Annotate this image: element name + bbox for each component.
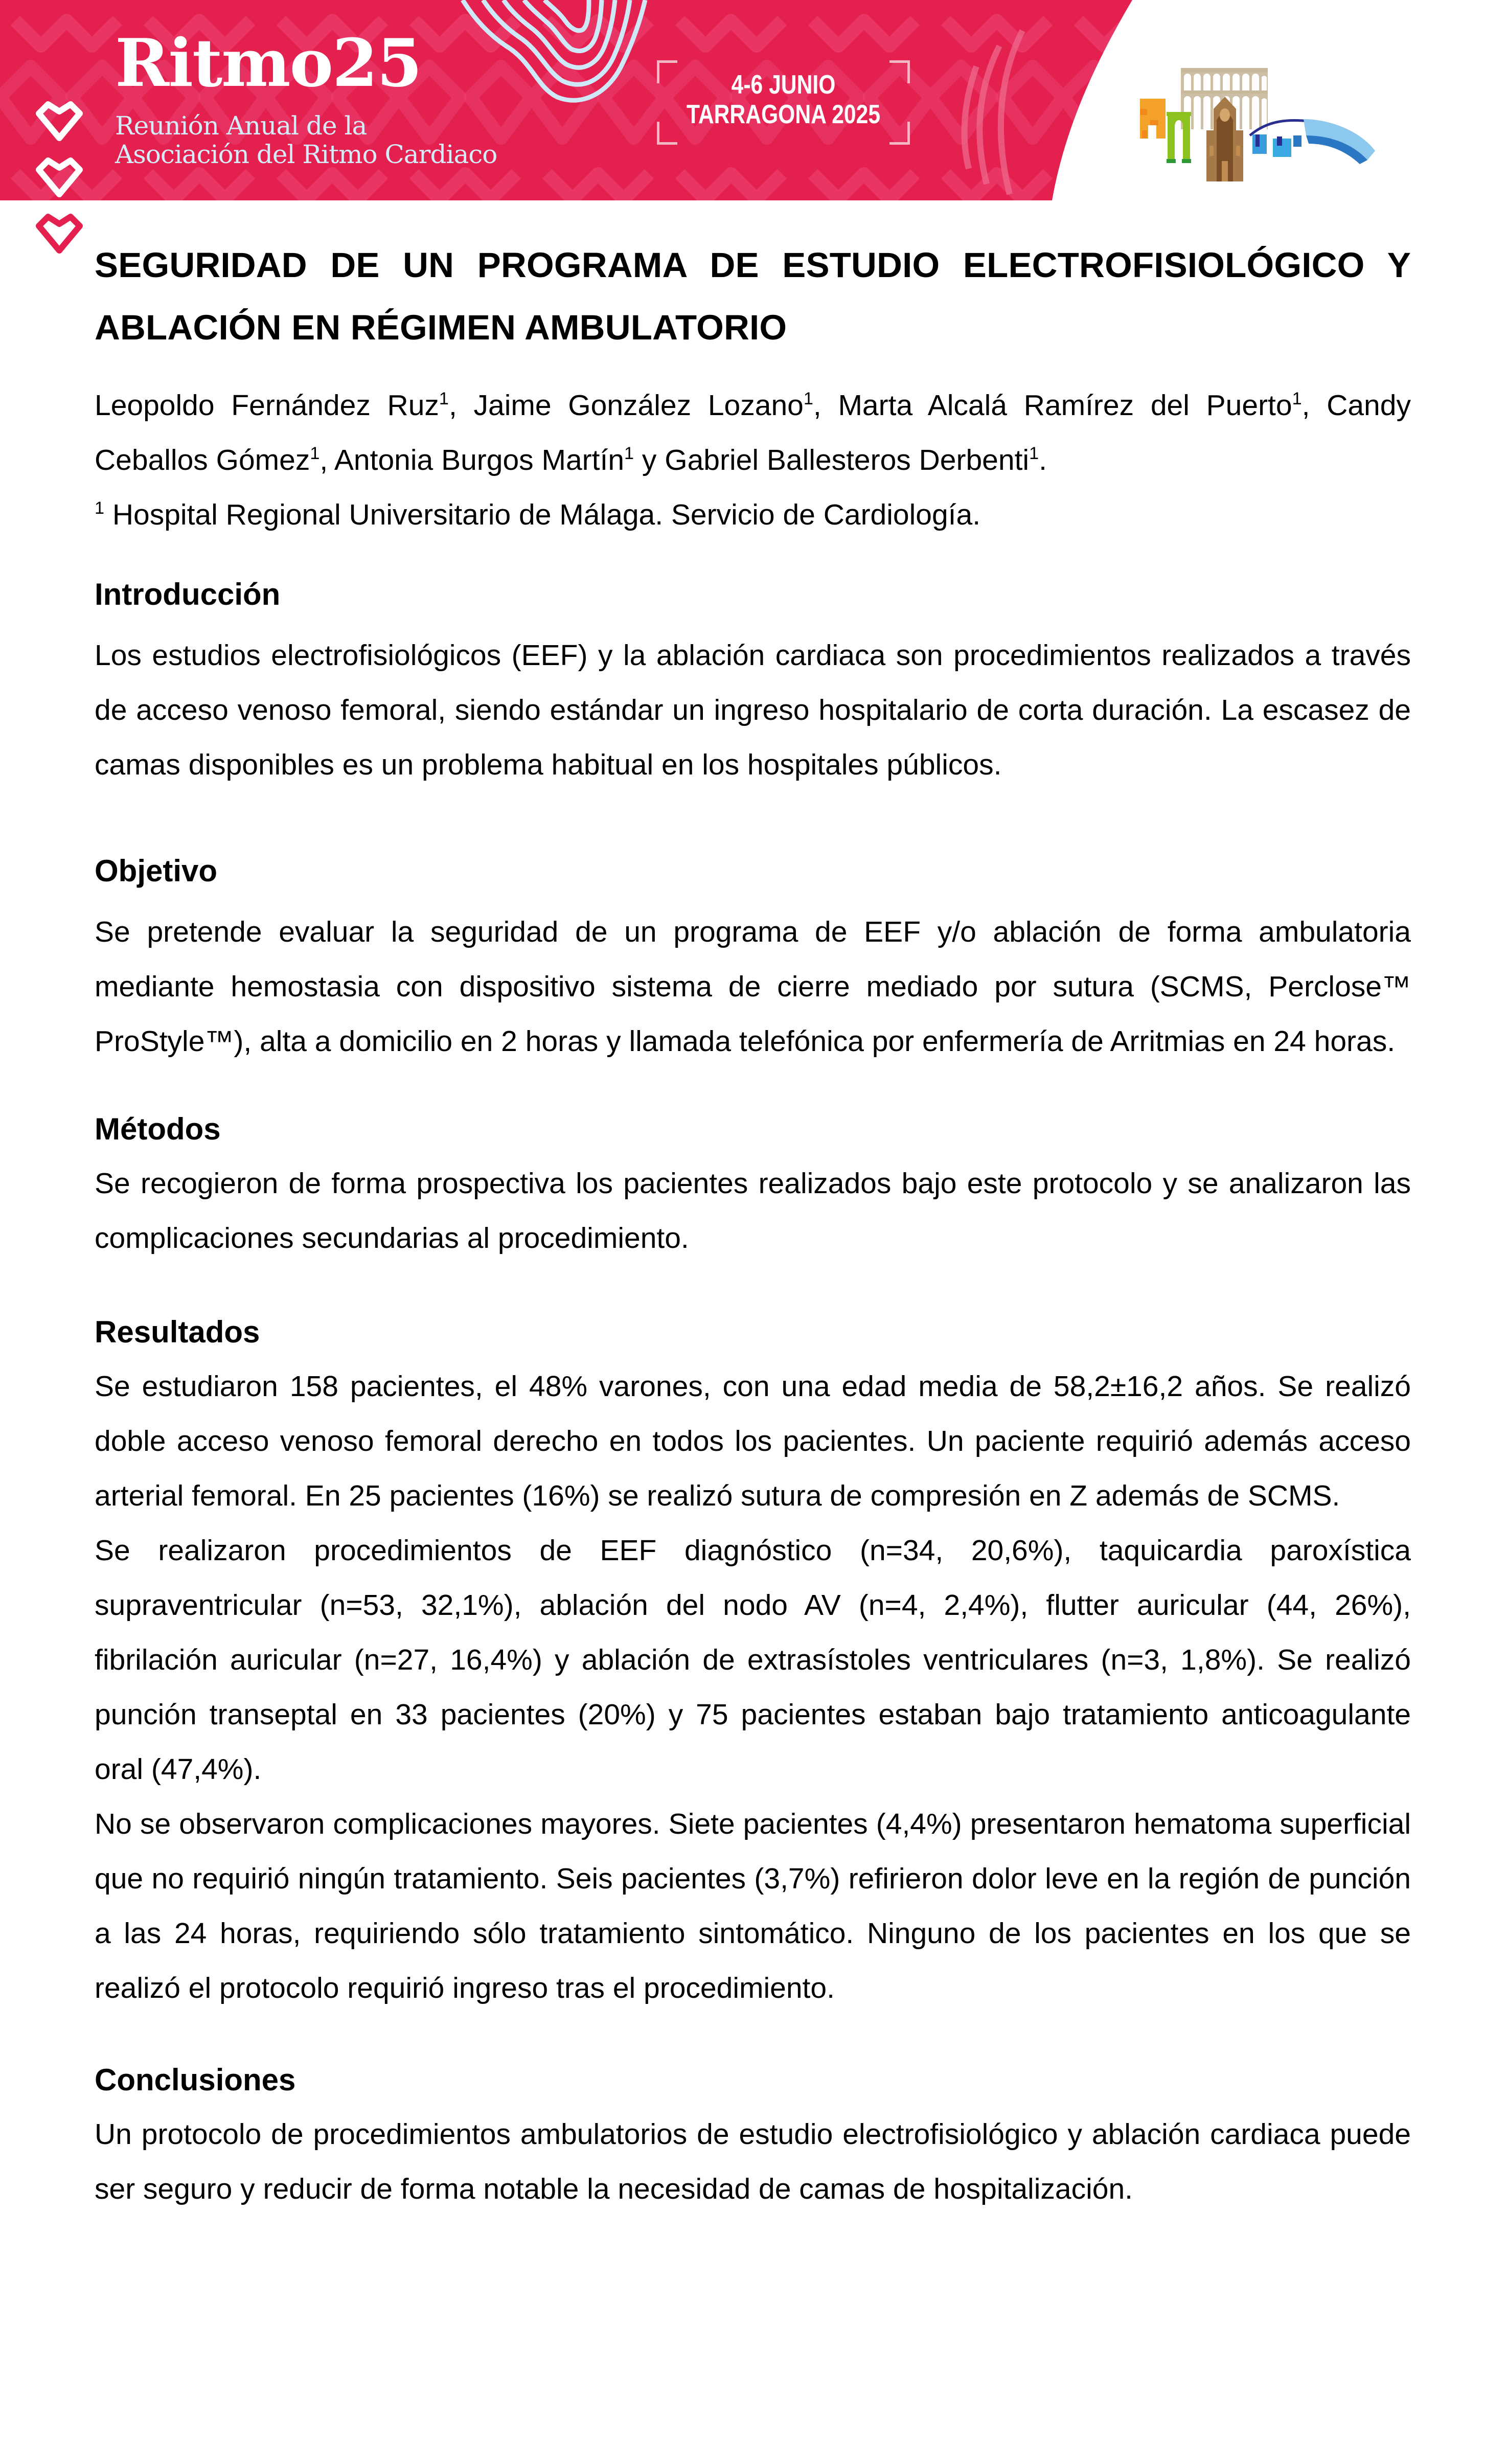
author-separator: y <box>634 444 665 476</box>
heart-icon <box>35 154 84 200</box>
section-paragraph: No se observaron complicaciones mayores. Siete pacientes (4,4%) presentaron hematoma superficial que no requirió ningún tratamiento. Seis pacientes (3,7%) refirieron dolor leve en la región de punción a las 24 horas, requiriendo sólo tratamiento sintomático. Ninguno de los pacientes en los que se realizó el protocolo requirió ingreso tras el procedimiento. <box>95 1808 1411 2004</box>
section-paragraph: Un protocolo de procedimientos ambulatorios de estudio electrofisiológico y ablación cardiaca puede ser seguro y reducir de forma notable la necesidad de camas de hospitalización. <box>95 2118 1411 2205</box>
event-location: TARRAGONA 2025 <box>686 100 881 129</box>
section-resultados <box>95 1305 1411 2016</box>
author-name: Jaime González Lozano <box>473 389 804 422</box>
corner-bracket-icon <box>657 60 677 83</box>
section-heading: Objetivo <box>95 854 218 888</box>
conference-logo-subtitle <box>115 111 497 169</box>
author-separator: , <box>319 444 334 476</box>
author-name: Marta Alcalá Ramírez del Puerto <box>838 389 1292 422</box>
tarragona-monuments-icon <box>1099 59 1488 184</box>
section-heading: Conclusiones <box>95 2063 296 2097</box>
author-separator: , <box>813 389 838 422</box>
affiliation-mark: 1 <box>803 389 813 408</box>
author-name: Gabriel Ballesteros Derbenti <box>665 444 1030 476</box>
author-list <box>95 378 1411 488</box>
conference-banner <box>0 0 1507 200</box>
affiliation-mark: 1 <box>1029 443 1039 463</box>
section-objetivo <box>95 843 1411 1069</box>
section-paragraph: Los estudios electrofisiológicos (EEF) y la ablación cardiaca son procedimientos realizados a través de acceso venoso femoral, siendo estándar un ingreso hospitalario de corta duración. La escasez de camas disponibles es un problema habitual en los hospitales públicos. <box>95 639 1411 781</box>
section-heading: Introducción <box>95 577 281 611</box>
section-introduccion <box>95 567 1411 792</box>
affiliation-mark: 1 <box>95 498 105 518</box>
abstract-document <box>95 234 1411 2217</box>
affiliation-mark: 1 <box>624 443 634 463</box>
section-paragraph: Se realizaron procedimientos de EEF diagnóstico (n=34, 20,6%), taquicardia paroxística supraventricular (n=53, 32,1%), ablación del nodo AV (n=4, 2,4%), flutter auricular (44, 26%), fibrilación auricular (n=27, 16,4%) y ablación de extrasístoles ventriculares (n=3, 1,8%). Se realizó punción transeptal en 33 pacientes (20%) y 75 pacientes estaban bajo tratamiento anticoagulante oral (47,4%). <box>95 1534 1411 1786</box>
section-conclusiones <box>95 2052 1411 2217</box>
author-separator: . <box>1039 444 1047 476</box>
author-separator: , <box>448 389 474 422</box>
section-metodos <box>95 1102 1411 1266</box>
section-paragraph: Se recogieron de forma prospectiva los pacientes realizados bajo este protocolo y se analizaron las complicaciones secundarias al procedimiento. <box>95 1167 1411 1254</box>
author-name: Candy Ceballos Gómez <box>95 389 1411 476</box>
affiliation-mark: 1 <box>1292 389 1302 408</box>
corner-bracket-icon <box>657 122 677 145</box>
corner-bracket-icon <box>889 60 910 83</box>
affiliation <box>95 488 1411 542</box>
heart-icon <box>35 211 84 257</box>
abstract-title: SEGURIDAD DE UN PROGRAMA DE ESTUDIO ELECTROFISIOLÓGICO Y ABLACIÓN EN RÉGIMEN AMBULATORIO <box>95 245 1411 347</box>
event-date-location <box>657 60 910 145</box>
conference-logo-title: Ritmo25 <box>115 25 422 102</box>
heart-icon <box>35 98 84 144</box>
logo-subtitle-line1: Reunión Anual de la <box>115 111 367 141</box>
section-paragraph: Se estudiaron 158 pacientes, el 48% varones, con una edad media de 58,2±16,2 años. Se realizó doble acceso venoso femoral derecho en todos los pacientes. Un paciente requirió además acceso arterial femoral. En 25 pacientes (16%) se realizó sutura de compresión en Z además de SCMS. <box>95 1370 1411 1512</box>
author-separator: , <box>1302 389 1327 422</box>
affiliation-text: Hospital Regional Universitario de Málaga. Servicio de Cardiología. <box>104 498 981 531</box>
section-heading: Métodos <box>95 1112 221 1146</box>
section-heading: Resultados <box>95 1315 260 1349</box>
author-name: Leopoldo Fernández Ruz <box>95 389 439 422</box>
author-name: Antonia Burgos Martín <box>334 444 625 476</box>
corner-bracket-icon <box>889 122 910 145</box>
section-paragraph: Se pretende evaluar la seguridad de un programa de EEF y/o ablación de forma ambulatoria mediante hemostasia con dispositivo sistema de cierre mediado por sutura (SCMS, Perclose™ ProStyle™), alta a domicilio en 2 horas y llamada telefónica por enfermería de Arritmias en 24 horas. <box>95 916 1411 1058</box>
logo-subtitle-line2: Asociación del Ritmo Cardiaco <box>115 140 497 169</box>
affiliation-mark: 1 <box>310 443 320 463</box>
event-dates: 4-6 JUNIO <box>731 70 836 100</box>
affiliation-mark: 1 <box>439 389 449 408</box>
